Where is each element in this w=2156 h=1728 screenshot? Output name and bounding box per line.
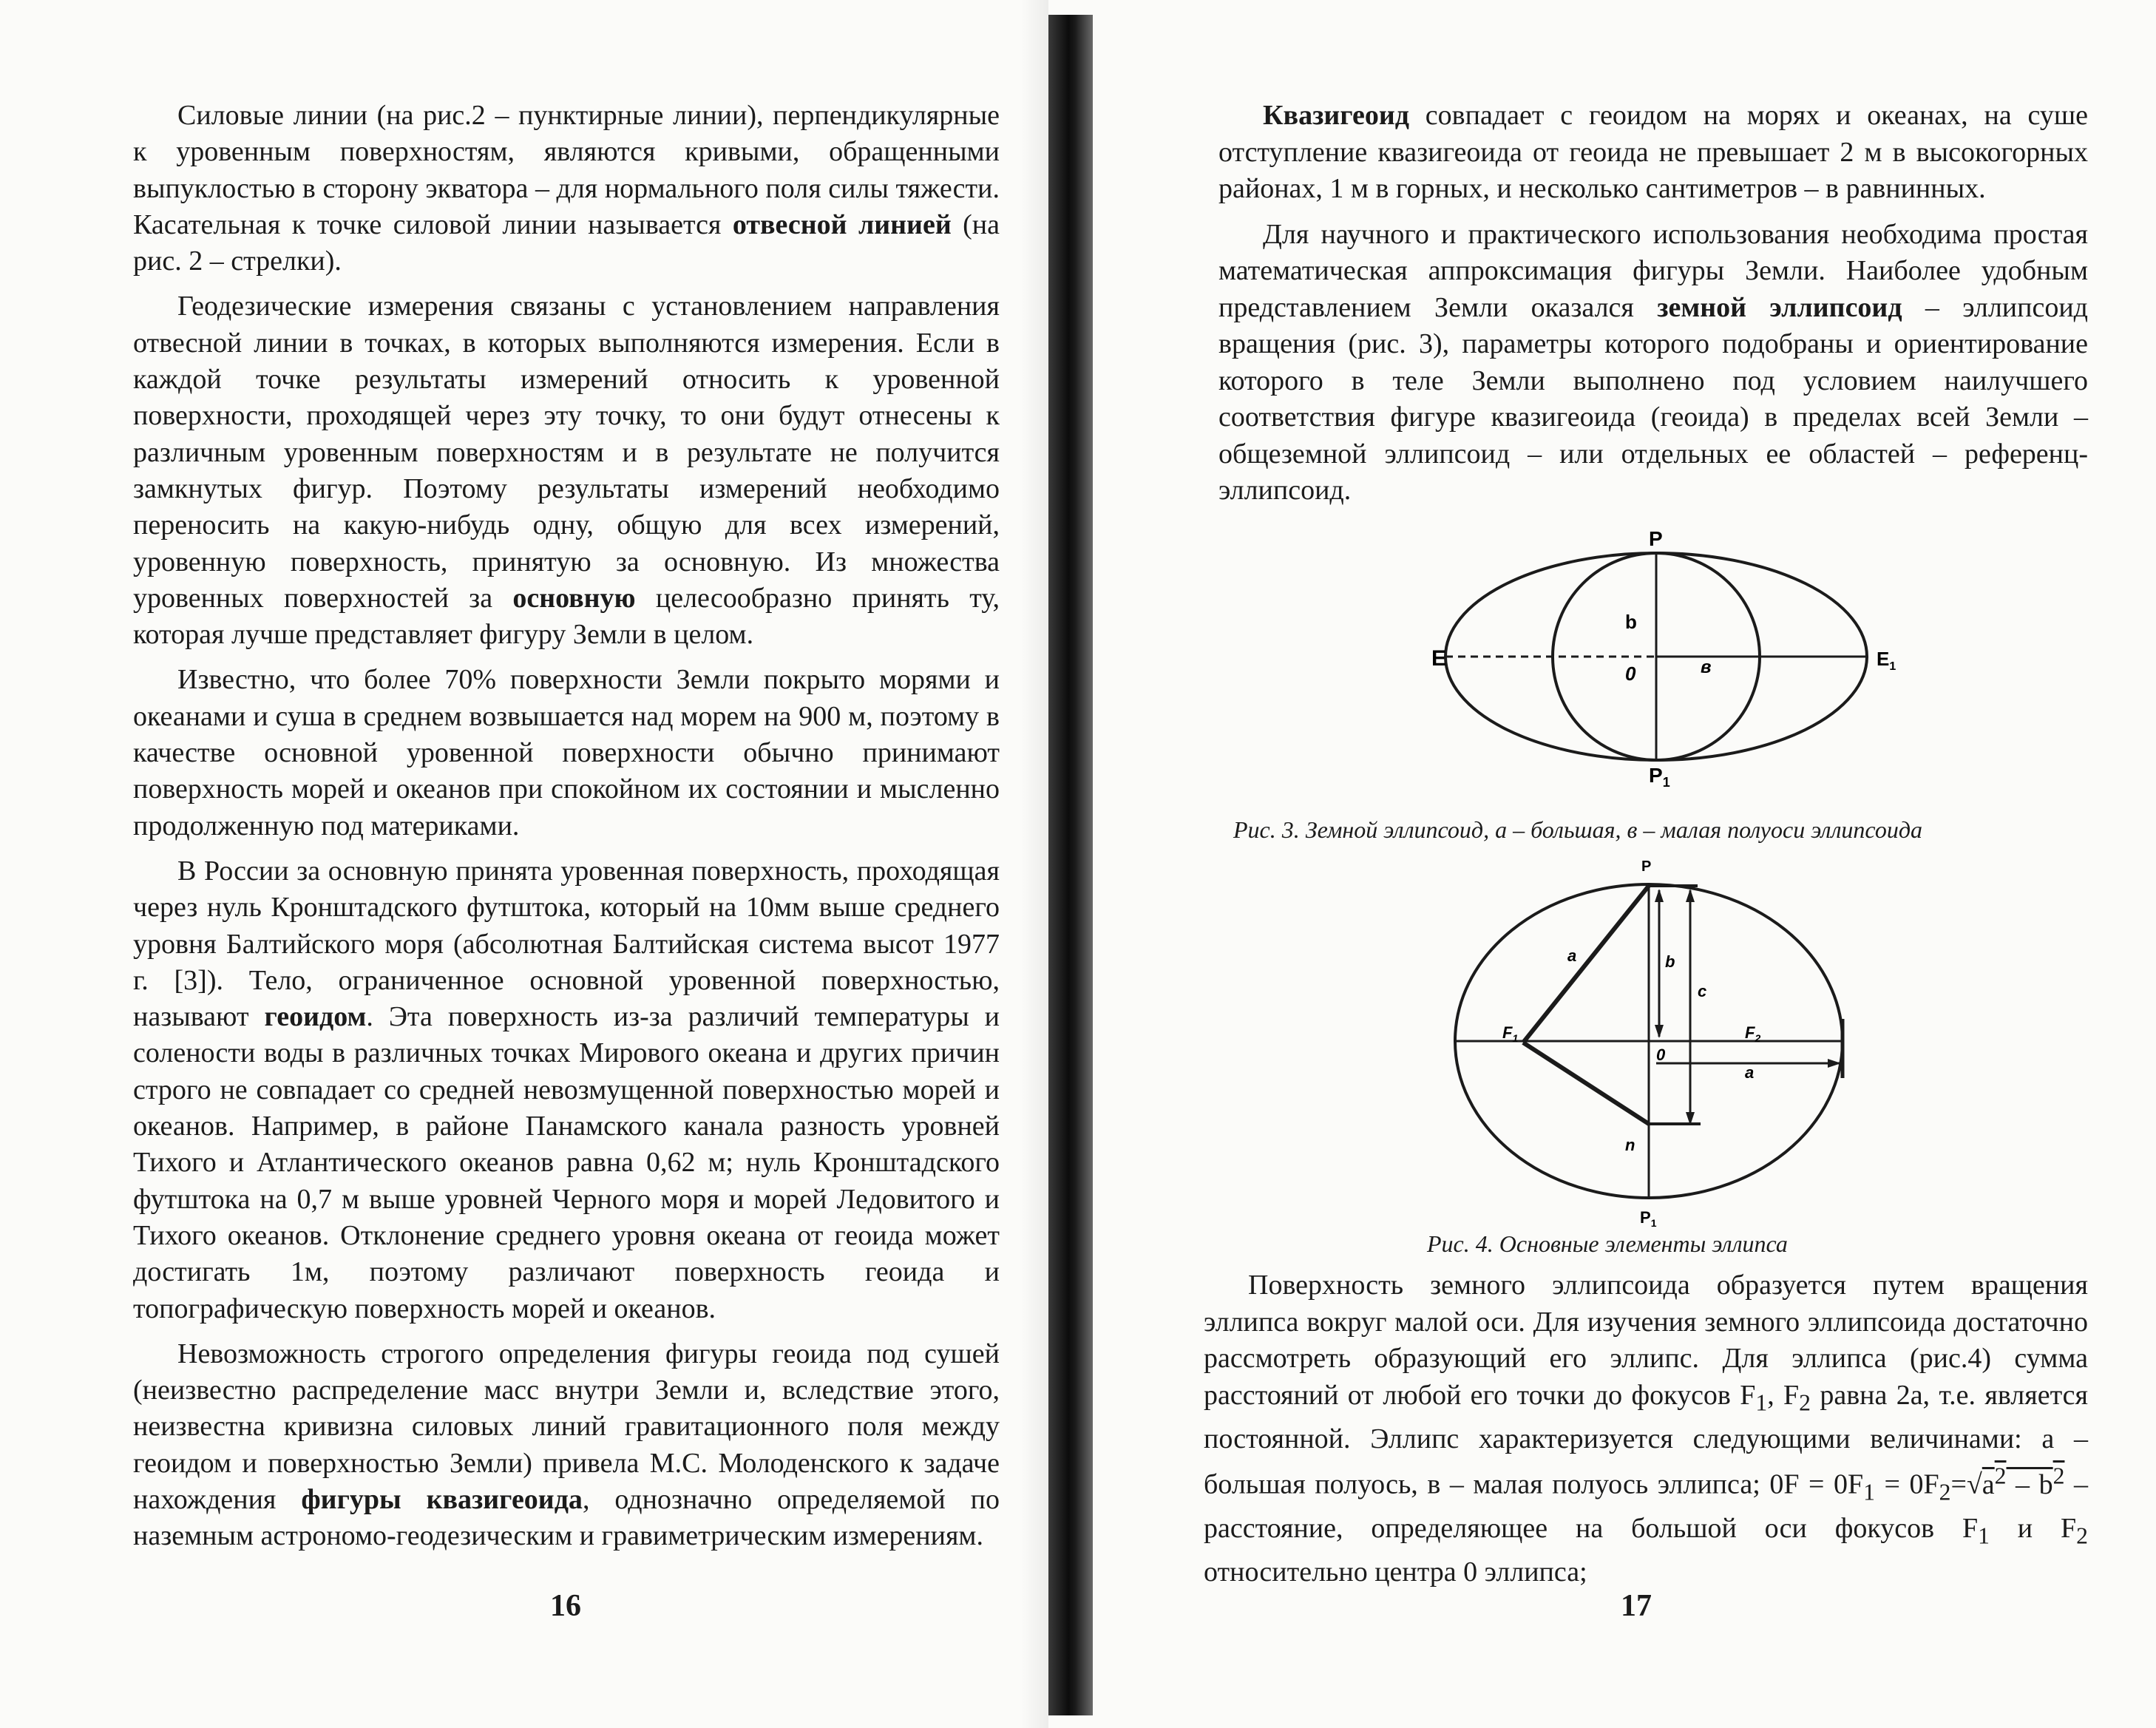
label-a-top: a xyxy=(1567,946,1577,965)
figure-3-ellipsoid xyxy=(1431,527,1922,790)
paragraph: Для научного и практического использования необходима простая математическая аппроксимация фигуры Земли. Наиболее удобным представлением Земли оказался земной эллипсоид – эллипсоид вращения (рис. 3), параметры которого подобраны и ориентирование которого в теле Земли выполнено под условием наилучшего соответствия фигуре квазигеоида (геоида) в пределах всей Земли – общеземной эллипсоид – или отдельных ее областей – референц-эллипсоид. xyxy=(1218,218,2088,506)
label-p: P xyxy=(1649,527,1663,550)
paragraph: Невозможность строгого определения фигуры геоида под сушей (неизвестно распределение масс внутри Земли и, вследствие этого, неизвестна кривизна силовых линий гравитационного поля между геоидом и поверхностью Земли) привела М.С. Молоденского к задаче нахождения фигуры квазигеоида, однозначно определяемой по наземным астрономо-геодезическим и гравиметрическим измерениям. xyxy=(133,1338,1000,1552)
label-c: c xyxy=(1698,982,1707,1000)
label-n: n xyxy=(1625,1136,1635,1154)
paragraph: Геодезические измерения связаны с установлением направления отвесной линии в точках, в которых выполняются измерения. Если в каждой точке результаты измерений относить к уровенной поверхности, проходящей через эту точку, то они будут отнесены к различным уровенным поверхностям и в результате не получится замкнутых фигур. Поэтому результаты измерений необходимо переносить на какую-нибудь одну, общую для всех измерений, уровенную поверхность, принятую за основную. Из множества уровенных поверхностей за основную целесообразно принять ту, которая лучше представляет фигуру Земли в целом. xyxy=(133,291,1000,651)
paragraph: Известно, что более 70% поверхности Земли покрыто морями и океанами и суша в среднем возвышается над морем на 900 м, поэтому в качестве основной уровенной поверхности обычно принимают поверхность морей и океанов при спокойном их состоянии и мысленно продолженную под материками. xyxy=(133,664,1000,841)
paragraph: Поверхность земного эллипсоида образуется путем вращения эллипса вокруг малой оси. Для изучения земного эллипсоида достаточно рассмотреть образующий его эллипс. Для эллипса (рис.4) сумма расстояний от любой его точки до фокусов $F_1$, $F_2$ равна 2а, т.е. является постоянной. Эллипс характеризуется следующими величинами: а – большая полуось, в – малая полуось эллипса; $0F = 0F_1 = 0F_2=√a^2 - b^2$ – расстояние, определяющее на большой оси фокусов $F_1$ и $F_2$ относительно центра 0 эллипса; xyxy=(1204,1270,2089,1588)
figure-4-ellipse-elements xyxy=(1434,856,1863,1229)
right-page-bottom-text xyxy=(1204,1267,2088,1599)
label-e: E xyxy=(1431,646,1447,671)
figure-3-caption: Рис. 3. Земной эллипсоид, а – большая, в – малая полуоси эллипсоида xyxy=(1233,816,1923,843)
label-p1: $P_1$ xyxy=(1649,764,1670,790)
page-number-right: 17 xyxy=(1621,1589,1652,1623)
label-f2: $F_2$ xyxy=(1745,1023,1761,1044)
right-page xyxy=(1218,98,2088,518)
paragraph: В России за основную принята уровенная поверхность, проходящая через нуль Кронштадского футштока, который на 10мм выше среднего уровня Балтийского моря (абсолютная Балтийская система высот 1977 г. [3]). Тело, ограниченное основной уровенной поверхностью, называют геоидом. Эта поверхность из-за различий температуры и солености воды в различных точках Мирового океана и других причин строго не совпадает со средней невозмущенной поверхностью морей и океанов. Например, в районе Панамского канала разность уровней Тихого и Атлантического океанов равна 0,62 м; нуль Кронштадского футштока на 0,7 м выше уровней Черного моря и морей Ледовитого и Тихого океанов. Отклонение среднего уровня океана от геоида может достигать 1м, поэтому различают поверхность геоида и топографическую поверхность морей и океанов. xyxy=(133,855,1000,1324)
paragraph: Квазигеоид совпадает с геоидом на морях и океанах, на суше отступление квазигеоида от геоида не превышает 2 м в высокогорных районах, 1 м в горных, и несколько сантиметров – в равнинных. xyxy=(1218,100,2088,204)
label-o: 0 xyxy=(1625,663,1636,685)
page-number-left: 16 xyxy=(550,1589,581,1623)
label-b: b xyxy=(1625,611,1637,633)
label-p: P xyxy=(1641,858,1652,875)
spine-shadow xyxy=(1020,0,1048,1728)
label-f1: $F_1$ xyxy=(1502,1023,1519,1044)
label-p1: $P_1$ xyxy=(1640,1208,1657,1229)
label-e1: $E_1$ xyxy=(1877,648,1896,673)
figure-4-caption: Рис. 4. Основные элементы эллипса xyxy=(1427,1230,1788,1257)
b-arrowhead xyxy=(1655,889,1664,902)
label-a: в xyxy=(1701,657,1712,677)
paragraph: Силовые линии (на рис.2 – пунктирные линии), перпендикулярные к уровенным поверхностям, являются кривыми, обращенными выпуклостью в сторону экватора – для нормального поля силы тяжести. Касательная к точке силовой линии называется отвесной линией (на рис. 2 – стрелки). xyxy=(133,100,1000,277)
b-arrowhead-bottom xyxy=(1655,1025,1664,1038)
label-o: 0 xyxy=(1656,1046,1666,1064)
book-spine xyxy=(1048,15,1093,1715)
left-page xyxy=(133,98,1000,1564)
label-a-axis: a xyxy=(1745,1063,1755,1082)
c-arrowhead xyxy=(1686,889,1695,902)
focal-line-lower xyxy=(1523,1043,1649,1124)
label-b: b xyxy=(1665,952,1675,971)
